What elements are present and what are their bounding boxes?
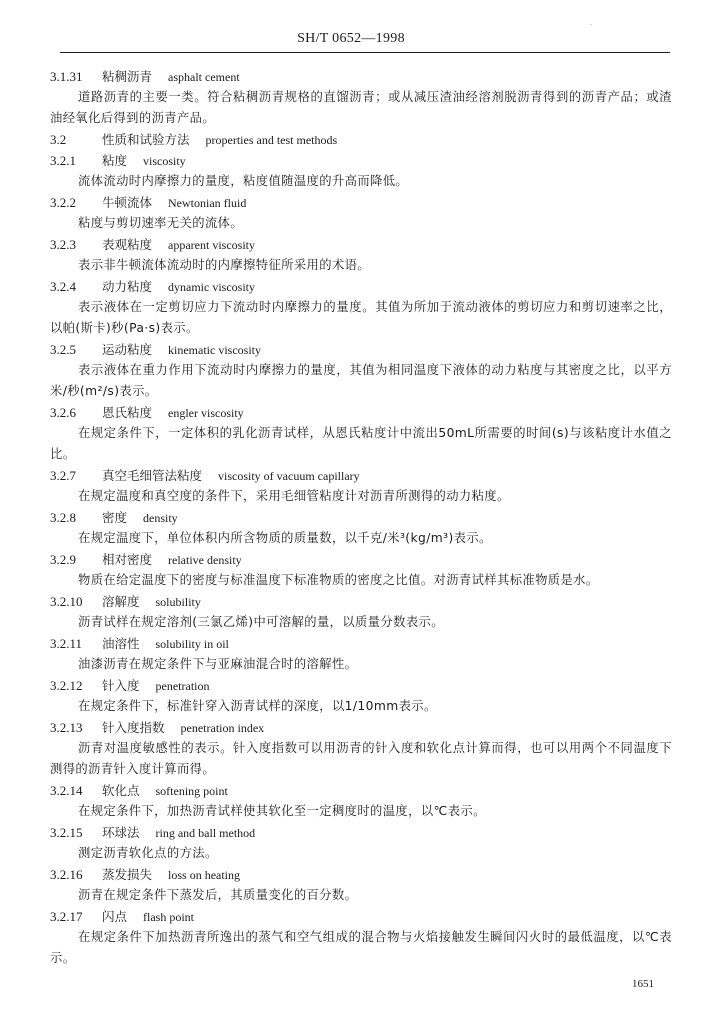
term-english: solubility in oil [155, 637, 229, 651]
term-entry [50, 822, 672, 864]
term-heading [50, 276, 672, 297]
term-entry [50, 591, 672, 633]
term-number: 3.2.9 [50, 552, 76, 567]
term-definitions [50, 66, 672, 969]
term-chinese: 牛顿流体 [102, 195, 153, 210]
term-definition: 在规定条件下，加热沥青试样使其软化至一定稠度时的温度，以℃表示。 [78, 804, 486, 818]
term-english: flash point [143, 910, 195, 924]
term-entry [50, 234, 672, 276]
term-english: penetration [155, 679, 210, 693]
term-definition: 在规定温度和真空度的条件下，采用毛细管粘度计对沥青所测得的动力粘度。 [78, 489, 510, 503]
term-entry [50, 864, 672, 906]
term-chinese: 溶解度 [102, 594, 140, 609]
section-heading-entry [50, 129, 672, 150]
term-number: 3.2.3 [50, 237, 76, 252]
term-definition: 测定沥青软化点的方法。 [78, 846, 218, 860]
term-number: 3.2.13 [50, 720, 83, 735]
term-heading [50, 906, 672, 927]
term-english: viscosity [143, 154, 186, 168]
term-heading [50, 780, 672, 801]
term-heading [50, 402, 672, 423]
term-definition: 在规定条件下，标准针穿入沥青试样的深度，以1/10mm表示。 [78, 699, 437, 713]
section-heading [50, 129, 672, 150]
term-entry [50, 906, 672, 969]
term-heading [50, 66, 672, 87]
term-number: 3.2.1 [50, 153, 76, 168]
term-entry [50, 465, 672, 507]
section-title-english: properties and test methods [205, 133, 338, 147]
term-english: penetration index [180, 721, 265, 735]
term-entry [50, 150, 672, 192]
term-chinese: 粘稠沥青 [102, 69, 153, 84]
term-number: 3.2.2 [50, 195, 76, 210]
corner-mark: · [590, 22, 592, 29]
term-english: viscosity of vacuum capillary [218, 469, 360, 483]
section-number: 3.2 [50, 132, 67, 147]
term-heading [50, 591, 672, 612]
term-definition: 在规定温度下，单位体积内所含物质的质量数，以千克/米³(kg/m³)表示。 [78, 531, 492, 545]
term-heading [50, 192, 672, 213]
term-heading [50, 150, 672, 171]
term-number: 3.2.5 [50, 342, 76, 357]
term-chinese: 运动粘度 [102, 342, 153, 357]
term-number: 3.2.4 [50, 279, 76, 294]
term-number: 3.2.16 [50, 867, 83, 882]
term-english: engler viscosity [168, 406, 244, 420]
term-entry [50, 339, 672, 402]
page-number: 1651 [632, 978, 654, 990]
term-heading [50, 234, 672, 255]
term-definition: 道路沥青的主要一类。符合粘稠沥青规格的直馏沥青；或从减压渣油经溶剂脱沥青得到的沥青产品；或渣油经氧化后得到的沥青产品。 [50, 90, 672, 125]
term-number: 3.2.15 [50, 825, 83, 840]
term-chinese: 软化点 [102, 783, 140, 798]
term-definition: 表示液体在一定剪切应力下流动时内摩擦力的量度。其值为所加于流动液体的剪切应力和剪切速率之比，以帕(斯卡)秒(Pa·s)表示。 [50, 300, 672, 335]
term-entry [50, 276, 672, 339]
term-chinese: 真空毛细管法粘度 [102, 468, 203, 483]
term-heading [50, 507, 672, 528]
term-entry [50, 549, 672, 591]
term-number: 3.2.10 [50, 594, 83, 609]
term-heading [50, 864, 672, 885]
term-chinese: 闪点 [102, 909, 128, 924]
term-entry [50, 633, 672, 675]
term-chinese: 粘度 [102, 153, 128, 168]
section-title-chinese: 性质和试验方法 [102, 132, 190, 147]
term-entry [50, 675, 672, 717]
term-chinese: 油溶性 [102, 636, 140, 651]
term-entry [50, 192, 672, 234]
term-definition: 油漆沥青在规定条件下与亚麻油混合时的溶解性。 [78, 657, 358, 671]
term-heading [50, 465, 672, 486]
term-definition: 沥青对温度敏感性的表示。针入度指数可以用沥青的针入度和软化点计算而得，也可以用两个不同温度下测得的沥青针入度计算而得。 [50, 741, 672, 776]
term-number: 3.2.6 [50, 405, 76, 420]
term-definition: 表示非牛顿流体流动时的内摩擦特征所采用的术语。 [78, 258, 371, 272]
term-definition: 沥青试样在规定溶剂(三氯乙烯)中可溶解的量，以质量分数表示。 [78, 615, 444, 629]
term-english: relative density [168, 553, 242, 567]
term-heading [50, 675, 672, 696]
term-definition: 在规定条件下加热沥青所逸出的蒸气和空气组成的混合物与火焰接触发生瞬间闪火时的最低温度，以℃表示。 [50, 930, 672, 965]
term-english: density [143, 511, 178, 525]
term-chinese: 环球法 [102, 825, 140, 840]
standard-code-header: SH/T 0652—1998 [297, 31, 405, 46]
term-number: 3.2.7 [50, 468, 76, 483]
term-english: loss on heating [168, 868, 241, 882]
term-chinese: 蒸发损失 [102, 867, 153, 882]
term-heading [50, 633, 672, 654]
term-entry [50, 780, 672, 822]
term-heading [50, 549, 672, 570]
term-heading [50, 822, 672, 843]
term-english: solubility [155, 595, 201, 609]
term-english: asphalt cement [168, 70, 240, 84]
term-english: kinematic viscosity [168, 343, 261, 357]
term-heading [50, 717, 672, 738]
term-definition: 在规定条件下，一定体积的乳化沥青试样，从恩氏粘度计中流出50mL所需要的时间(s)与该粘度计水值之比。 [50, 426, 672, 461]
term-entry [50, 507, 672, 549]
term-chinese: 恩氏粘度 [102, 405, 153, 420]
term-chinese: 针入度 [102, 678, 140, 693]
term-english: Newtonian fluid [168, 196, 247, 210]
term-number: 3.2.12 [50, 678, 83, 693]
term-chinese: 表观粘度 [102, 237, 153, 252]
term-entry [50, 402, 672, 465]
term-english: dynamic viscosity [168, 280, 256, 294]
term-english: ring and ball method [155, 826, 256, 840]
term-entry [50, 66, 672, 129]
term-number: 3.2.8 [50, 510, 76, 525]
term-english: apparent viscosity [168, 238, 255, 252]
term-definition: 表示液体在重力作用下流动时内摩擦力的量度，其值为相同温度下液体的动力粘度与其密度之比，以平方米/秒(m²/s)表示。 [50, 363, 672, 398]
term-chinese: 针入度指数 [102, 720, 165, 735]
term-english: softening point [155, 784, 228, 798]
term-definition: 粘度与剪切速率无关的流体。 [78, 216, 244, 230]
term-entry [50, 717, 672, 780]
term-definition: 沥青在规定条件下蒸发后，其质量变化的百分数。 [78, 888, 358, 902]
term-definition: 物质在给定温度下的密度与标准温度下标准物质的密度之比值。对沥青试样其标准物质是水。 [78, 573, 599, 587]
term-number: 3.2.17 [50, 909, 83, 924]
term-chinese: 动力粘度 [102, 279, 153, 294]
header-divider [60, 52, 670, 53]
term-definition: 流体流动时内摩擦力的量度，粘度值随温度的升高而降低。 [78, 174, 409, 188]
term-number: 3.2.11 [50, 636, 83, 651]
term-number: 3.1.31 [50, 69, 83, 84]
term-chinese: 相对密度 [102, 552, 153, 567]
term-chinese: 密度 [102, 510, 128, 525]
term-heading [50, 339, 672, 360]
term-number: 3.2.14 [50, 783, 83, 798]
